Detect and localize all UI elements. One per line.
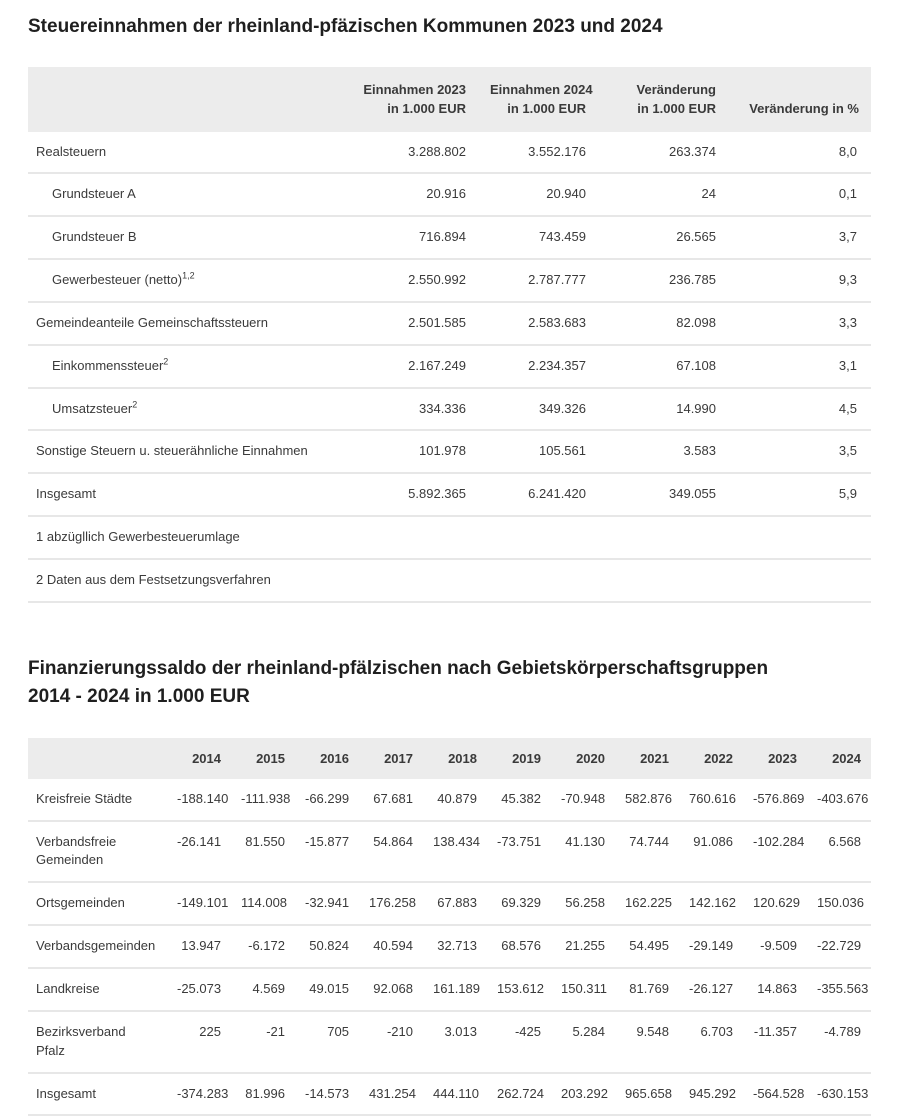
year-header: 2023 bbox=[743, 738, 807, 779]
cell-value: 8,0 bbox=[728, 132, 871, 174]
row-label-text: Einkommenssteuer bbox=[52, 357, 164, 373]
row-label: Kreisfreie Städte bbox=[28, 779, 167, 821]
cell-value: 4.569 bbox=[231, 968, 295, 1011]
cell-value: 68.576 bbox=[487, 925, 551, 968]
cell-value: -403.676 bbox=[807, 779, 871, 821]
balance-table bbox=[28, 738, 871, 1116]
cell-value: -21 bbox=[231, 1011, 295, 1073]
row-label-text: Realsteuern bbox=[36, 143, 107, 159]
year-header: 2020 bbox=[551, 738, 615, 779]
cell-value: 54.864 bbox=[359, 821, 423, 883]
column-header-line2: in 1.000 EUR bbox=[637, 101, 716, 116]
cell-value: 6.241.420 bbox=[478, 473, 598, 516]
cell-value: 162.225 bbox=[615, 882, 679, 925]
table-row bbox=[28, 821, 871, 883]
cell-value: 3,5 bbox=[728, 430, 871, 473]
table-row bbox=[28, 882, 871, 925]
header-corner-cell bbox=[28, 67, 343, 132]
cell-value: 716.894 bbox=[343, 216, 478, 259]
cell-value: 431.254 bbox=[359, 1073, 423, 1116]
footnote-row bbox=[28, 559, 871, 602]
table-row bbox=[28, 259, 871, 302]
cell-value: 45.382 bbox=[487, 779, 551, 821]
cell-value: 153.612 bbox=[487, 968, 551, 1011]
cell-value: 120.629 bbox=[743, 882, 807, 925]
column-header-veraenderung-pct bbox=[728, 67, 871, 132]
cell-value: 92.068 bbox=[359, 968, 423, 1011]
year-header: 2014 bbox=[167, 738, 231, 779]
section-title-balance-line1: Finanzierungssaldo der rheinland-pfälzischen nach Gebietskörperschaftsgruppen bbox=[28, 657, 769, 679]
table-row bbox=[28, 302, 871, 345]
cell-value: -29.149 bbox=[679, 925, 743, 968]
column-header-line2: in 1.000 EUR bbox=[507, 101, 586, 116]
row-label-text: Umsatzsteuer bbox=[52, 400, 133, 416]
cell-value: 114.008 bbox=[231, 882, 295, 925]
column-header-line2: Veränderung in % bbox=[749, 101, 859, 116]
cell-value: 5.284 bbox=[551, 1011, 615, 1073]
row-label bbox=[28, 216, 343, 259]
cell-value: 743.459 bbox=[478, 216, 598, 259]
cell-value: -576.869 bbox=[743, 779, 807, 821]
row-label bbox=[28, 473, 343, 516]
row-label: Insgesamt bbox=[28, 1073, 167, 1116]
cell-value: 203.292 bbox=[551, 1073, 615, 1116]
row-label: Verbandsfreie Gemeinden bbox=[28, 821, 167, 883]
cell-value: 74.744 bbox=[615, 821, 679, 883]
cell-value: 2.787.777 bbox=[478, 259, 598, 302]
cell-value: 6.703 bbox=[679, 1011, 743, 1073]
cell-value: 236.785 bbox=[598, 259, 728, 302]
cell-value: 9,3 bbox=[728, 259, 871, 302]
cell-value: 3,7 bbox=[728, 216, 871, 259]
cell-value: 32.713 bbox=[423, 925, 487, 968]
column-header-einnahmen-2024 bbox=[478, 67, 598, 132]
row-label: Landkreise bbox=[28, 968, 167, 1011]
row-label-text: Sonstige Steuern u. steuerähnliche Einnahmen bbox=[36, 443, 308, 459]
cell-value: 14.990 bbox=[598, 388, 728, 431]
row-label bbox=[28, 132, 343, 174]
cell-value: 138.434 bbox=[423, 821, 487, 883]
footnote-row bbox=[28, 516, 871, 559]
cell-value: 3,3 bbox=[728, 302, 871, 345]
row-label-text: Gemeindeanteile Gemeinschaftssteuern bbox=[36, 314, 268, 330]
section-title-revenue bbox=[28, 0, 873, 42]
year-header: 2024 bbox=[807, 738, 871, 779]
cell-value: 3,1 bbox=[728, 345, 871, 388]
cell-value: 334.336 bbox=[343, 388, 478, 431]
row-label bbox=[28, 173, 343, 216]
year-header: 2022 bbox=[679, 738, 743, 779]
cell-value: 2.234.357 bbox=[478, 345, 598, 388]
cell-value: 444.110 bbox=[423, 1073, 487, 1116]
cell-value: 26.565 bbox=[598, 216, 728, 259]
cell-value: 3.288.802 bbox=[343, 132, 478, 174]
cell-value: 705 bbox=[295, 1011, 359, 1073]
cell-value: 14.863 bbox=[743, 968, 807, 1011]
cell-value: 150.036 bbox=[807, 882, 871, 925]
cell-value: 225 bbox=[167, 1011, 231, 1073]
cell-value: 67.681 bbox=[359, 779, 423, 821]
header-row bbox=[28, 738, 871, 779]
footnote-ref: 1,2 bbox=[182, 270, 195, 281]
cell-value: 349.326 bbox=[478, 388, 598, 431]
cell-value: 9.548 bbox=[615, 1011, 679, 1073]
cell-value: -374.283 bbox=[167, 1073, 231, 1116]
cell-value: 965.658 bbox=[615, 1073, 679, 1116]
cell-value: -14.573 bbox=[295, 1073, 359, 1116]
cell-value: 150.311 bbox=[551, 968, 615, 1011]
section-title-balance-line2: 2014 - 2024 in 1.000 EUR bbox=[28, 686, 250, 708]
footnote-text: 2 Daten aus dem Festsetzungsverfahren bbox=[28, 559, 871, 602]
cell-value: 263.374 bbox=[598, 132, 728, 174]
row-label: Verbandsgemeinden bbox=[28, 925, 167, 968]
cell-value: 142.162 bbox=[679, 882, 743, 925]
cell-value: 760.616 bbox=[679, 779, 743, 821]
cell-value: 3.013 bbox=[423, 1011, 487, 1073]
cell-value: -9.509 bbox=[743, 925, 807, 968]
cell-value: 6.568 bbox=[807, 821, 871, 883]
table-row-total bbox=[28, 473, 871, 516]
table-row bbox=[28, 345, 871, 388]
cell-value: -102.284 bbox=[743, 821, 807, 883]
cell-value: 81.769 bbox=[615, 968, 679, 1011]
cell-value: -26.127 bbox=[679, 968, 743, 1011]
cell-value: -11.357 bbox=[743, 1011, 807, 1073]
cell-value: -4.789 bbox=[807, 1011, 871, 1073]
column-header-line1: Einnahmen 2023 bbox=[363, 81, 466, 97]
row-label bbox=[28, 259, 343, 302]
cell-value: 2.167.249 bbox=[343, 345, 478, 388]
column-header-einnahmen-2023 bbox=[343, 67, 478, 132]
year-header: 2019 bbox=[487, 738, 551, 779]
column-header-line1: Einnahmen 2024 bbox=[490, 81, 593, 97]
balance-table-body bbox=[28, 779, 871, 1116]
cell-value: 161.189 bbox=[423, 968, 487, 1011]
table-row bbox=[28, 216, 871, 259]
row-label-text: Gewerbesteuer (netto) bbox=[52, 272, 183, 288]
cell-value: 2.501.585 bbox=[343, 302, 478, 345]
cell-value: -26.141 bbox=[167, 821, 231, 883]
section-title-revenue-text: Steuereinnahmen der rheinland-pfäzischen Kommunen 2023 und 2024 bbox=[28, 16, 663, 37]
cell-value: 5,9 bbox=[728, 473, 871, 516]
cell-value: -70.948 bbox=[551, 779, 615, 821]
cell-value: 4,5 bbox=[728, 388, 871, 431]
year-header: 2017 bbox=[359, 738, 423, 779]
table-row bbox=[28, 388, 871, 431]
cell-value: -210 bbox=[359, 1011, 423, 1073]
header-row bbox=[28, 67, 871, 132]
cell-value: 3.583 bbox=[598, 430, 728, 473]
cell-value: 105.561 bbox=[478, 430, 598, 473]
cell-value: 13.947 bbox=[167, 925, 231, 968]
table-row-total bbox=[28, 1073, 871, 1116]
cell-value: 176.258 bbox=[359, 882, 423, 925]
cell-value: -15.877 bbox=[295, 821, 359, 883]
table-row bbox=[28, 925, 871, 968]
cell-value: 81.996 bbox=[231, 1073, 295, 1116]
table-row bbox=[28, 173, 871, 216]
cell-value: 20.940 bbox=[478, 173, 598, 216]
row-label: Ortsgemeinden bbox=[28, 882, 167, 925]
cell-value: -6.172 bbox=[231, 925, 295, 968]
cell-value: 50.824 bbox=[295, 925, 359, 968]
cell-value: 582.876 bbox=[615, 779, 679, 821]
cell-value: -188.140 bbox=[167, 779, 231, 821]
row-label-text: Insgesamt bbox=[36, 486, 96, 502]
cell-value: 67.883 bbox=[423, 882, 487, 925]
header-corner-cell bbox=[28, 738, 167, 779]
cell-value: -425 bbox=[487, 1011, 551, 1073]
row-label: Bezirksverband Pfalz bbox=[28, 1011, 167, 1073]
cell-value: 5.892.365 bbox=[343, 473, 478, 516]
balance-table-header bbox=[28, 738, 871, 779]
cell-value: 0,1 bbox=[728, 173, 871, 216]
table-row bbox=[28, 1011, 871, 1073]
footnote-ref: 2 bbox=[163, 356, 169, 367]
footnote-text: 1 abzügllich Gewerbesteuerumlage bbox=[28, 516, 871, 559]
cell-value: 81.550 bbox=[231, 821, 295, 883]
cell-value: -630.153 bbox=[807, 1073, 871, 1116]
year-header: 2016 bbox=[295, 738, 359, 779]
cell-value: 67.108 bbox=[598, 345, 728, 388]
table-row bbox=[28, 968, 871, 1011]
table-row bbox=[28, 430, 871, 473]
cell-value: 91.086 bbox=[679, 821, 743, 883]
revenue-table-header bbox=[28, 67, 871, 132]
column-header-line1: Veränderung bbox=[636, 81, 716, 97]
cell-value: -73.751 bbox=[487, 821, 551, 883]
cell-value: 3.552.176 bbox=[478, 132, 598, 174]
cell-value: -149.101 bbox=[167, 882, 231, 925]
column-header-veraenderung-abs bbox=[598, 67, 728, 132]
section-title-balance bbox=[28, 655, 873, 712]
cell-value: 41.130 bbox=[551, 821, 615, 883]
row-label bbox=[28, 345, 343, 388]
row-label bbox=[28, 302, 343, 345]
footnote-ref: 2 bbox=[132, 399, 138, 410]
cell-value: -22.729 bbox=[807, 925, 871, 968]
cell-value: 20.916 bbox=[343, 173, 478, 216]
cell-value: 2.583.683 bbox=[478, 302, 598, 345]
cell-value: -25.073 bbox=[167, 968, 231, 1011]
cell-value: 49.015 bbox=[295, 968, 359, 1011]
cell-value: 21.255 bbox=[551, 925, 615, 968]
cell-value: 101.978 bbox=[343, 430, 478, 473]
cell-value: 40.879 bbox=[423, 779, 487, 821]
cell-value: 262.724 bbox=[487, 1073, 551, 1116]
cell-value: -355.563 bbox=[807, 968, 871, 1011]
revenue-table bbox=[28, 67, 871, 603]
cell-value: 945.292 bbox=[679, 1073, 743, 1116]
cell-value: -66.299 bbox=[295, 779, 359, 821]
row-label-text: Grundsteuer A bbox=[52, 186, 136, 202]
table-row bbox=[28, 132, 871, 174]
cell-value: -32.941 bbox=[295, 882, 359, 925]
cell-value: -111.938 bbox=[231, 779, 295, 821]
cell-value: 82.098 bbox=[598, 302, 728, 345]
year-header: 2018 bbox=[423, 738, 487, 779]
row-label bbox=[28, 430, 343, 473]
cell-value: 349.055 bbox=[598, 473, 728, 516]
cell-value: 69.329 bbox=[487, 882, 551, 925]
cell-value: 54.495 bbox=[615, 925, 679, 968]
revenue-table-body bbox=[28, 132, 871, 602]
row-label bbox=[28, 388, 343, 431]
cell-value: 24 bbox=[598, 173, 728, 216]
year-header: 2015 bbox=[231, 738, 295, 779]
cell-value: 56.258 bbox=[551, 882, 615, 925]
cell-value: 2.550.992 bbox=[343, 259, 478, 302]
cell-value: 40.594 bbox=[359, 925, 423, 968]
table-row bbox=[28, 779, 871, 821]
row-label-text: Grundsteuer B bbox=[52, 229, 137, 245]
cell-value: -564.528 bbox=[743, 1073, 807, 1116]
year-header: 2021 bbox=[615, 738, 679, 779]
column-header-line2: in 1.000 EUR bbox=[387, 101, 466, 116]
